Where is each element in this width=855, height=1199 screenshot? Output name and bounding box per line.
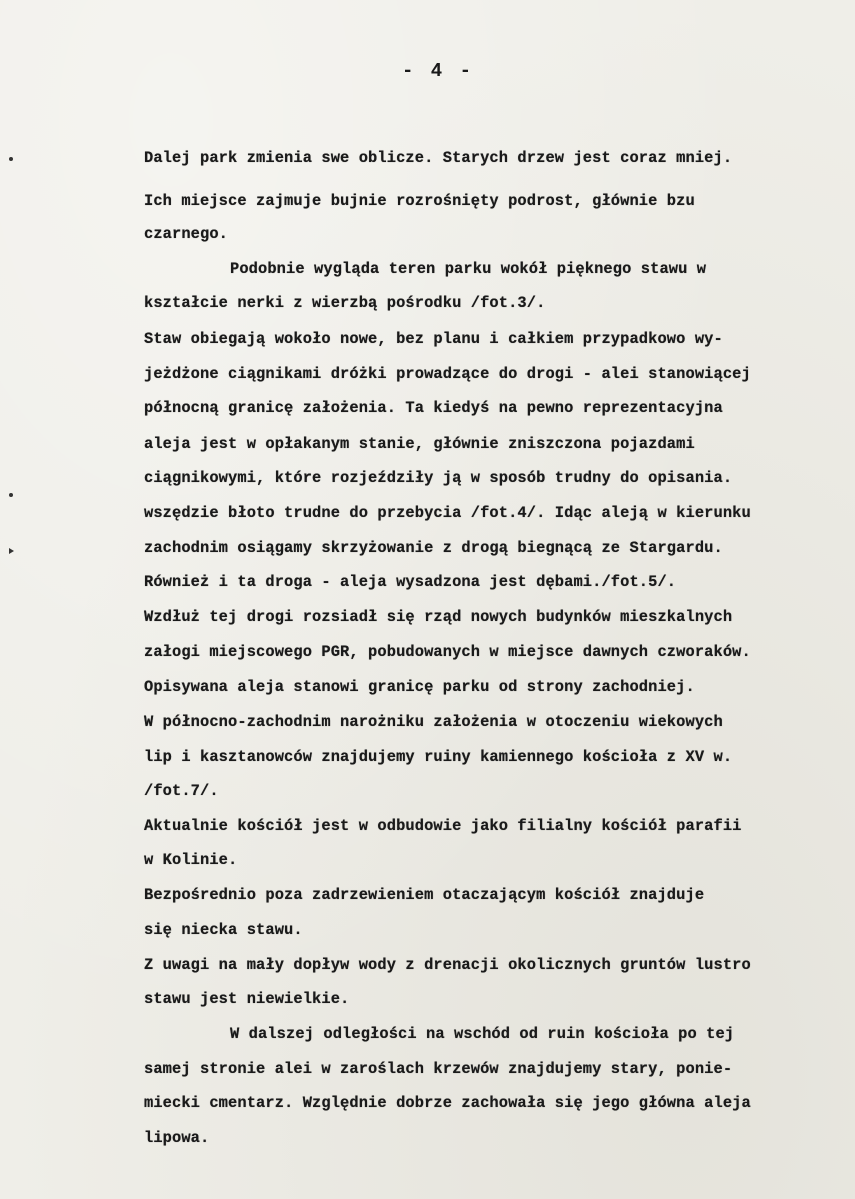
text-line: Wzdłuż tej drogi rozsiadł się rząd nowych budynków mieszkalnych	[144, 608, 733, 626]
text-line: kształcie nerki z wierzbą pośrodku /fot.3/.	[144, 294, 546, 312]
text-line: Podobnie wygląda teren parku wokół pięknego stawu w	[230, 260, 707, 278]
margin-arrow-mark	[9, 548, 14, 554]
text-line: W dalszej odległości na wschód od ruin kościoła po tej	[230, 1025, 735, 1043]
text-line: stawu jest niewielkie.	[144, 990, 350, 1008]
text-line: zachodnim osiągamy skrzyżowanie z drogą biegnącą ze Stargardu.	[144, 539, 723, 557]
text-line: Bezpośrednio poza zadrzewieniem otaczającym kościół znajduje	[144, 886, 705, 904]
text-line: w Kolinie.	[144, 851, 238, 869]
text-line: Również i ta droga - aleja wysadzona jest dębami./fot.5/.	[144, 573, 677, 591]
text-line: czarnego.	[144, 225, 229, 243]
text-line: północną granicę założenia. Ta kiedyś na pewno reprezentacyjna	[144, 399, 723, 417]
text-line: Opisywana aleja stanowi granicę parku od strony zachodniej.	[144, 678, 695, 696]
page-number: - 4 -	[402, 60, 475, 82]
text-line: jeżdżone ciągnikami dróżki prowadzące do drogi - alei stanowiącej	[144, 365, 751, 383]
margin-dot-mark	[9, 493, 13, 497]
text-line: Aktualnie kościół jest w odbudowie jako filialny kościół parafii	[144, 817, 742, 835]
text-line: lipowa.	[144, 1129, 210, 1147]
text-line: Ich miejsce zajmuje bujnie rozrośnięty podrost, głównie bzu	[144, 192, 695, 210]
text-line: samej stronie alei w zaroślach krzewów znajdujemy stary, ponie-	[144, 1060, 733, 1078]
text-line: wszędzie błoto trudne do przebycia /fot.4/. Idąc aleją w kierunku	[144, 504, 751, 522]
text-line: ciągnikowymi, które rozjeździły ją w sposób trudny do opisania.	[144, 469, 733, 487]
text-line: Z uwagi na mały dopływ wody z drenacji okolicznych gruntów lustro	[144, 956, 751, 974]
text-line: /fot.7/.	[144, 782, 219, 800]
text-line: miecki cmentarz. Względnie dobrze zachowała się jego główna aleja	[144, 1094, 751, 1112]
text-line: Staw obiegają wokoło nowe, bez planu i całkiem przypadkowo wy-	[144, 330, 723, 348]
text-line: aleja jest w opłakanym stanie, głównie zniszczona pojazdami	[144, 435, 695, 453]
text-line: się niecka stawu.	[144, 921, 303, 939]
text-line: Dalej park zmienia swe oblicze. Starych drzew jest coraz mniej.	[144, 149, 733, 167]
text-line: W północno-zachodnim narożniku założenia w otoczeniu wiekowych	[144, 713, 723, 731]
text-line: załogi miejscowego PGR, pobudowanych w miejsce dawnych czworaków.	[144, 643, 751, 661]
text-line: lip i kasztanowców znajdujemy ruiny kamiennego kościoła z XV w.	[144, 748, 733, 766]
margin-dot-mark	[9, 157, 13, 161]
